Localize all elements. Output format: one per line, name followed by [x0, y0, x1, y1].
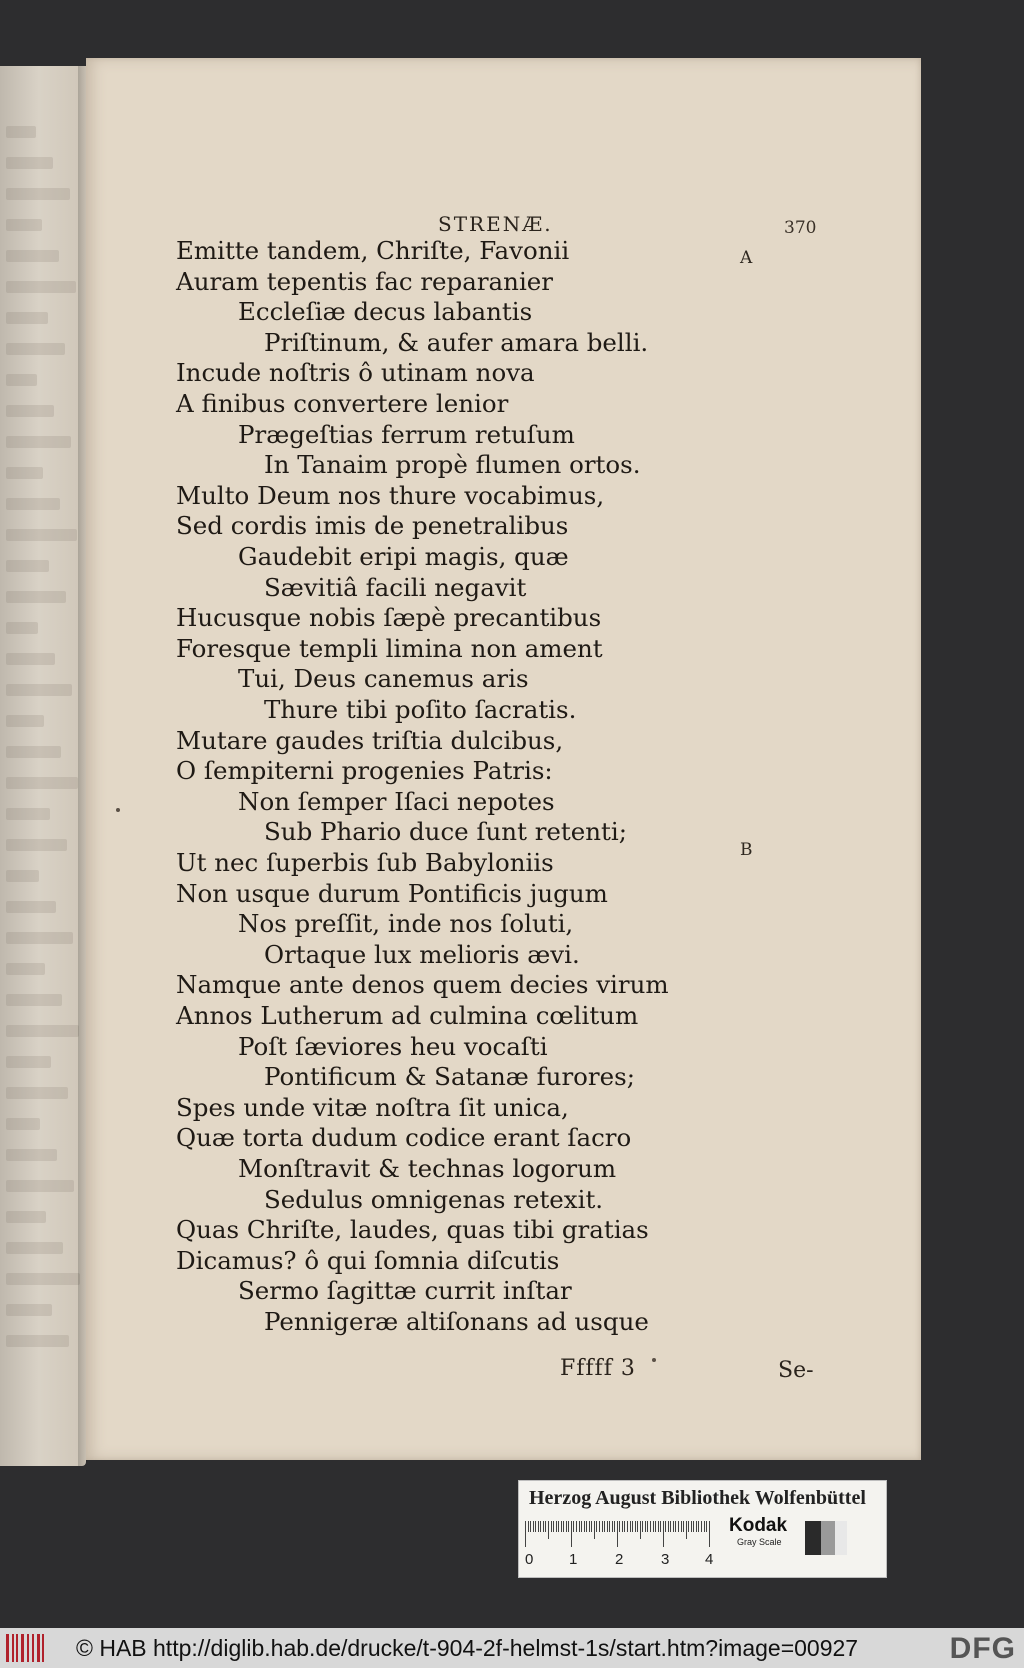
ruler-tick — [624, 1521, 625, 1532]
ruler-tick — [594, 1521, 595, 1539]
bleed-mark — [6, 1056, 51, 1068]
ruler-tick — [602, 1521, 603, 1532]
ruler-tick — [637, 1521, 638, 1532]
ruler-tick — [696, 1521, 697, 1532]
poem-line: Spes unde vitæ noſtra ſit unica, — [176, 1092, 569, 1122]
ruler-tick — [691, 1521, 692, 1532]
poem-line: Hucusque nobis ſæpè precantibus — [176, 603, 602, 633]
ruler-tick — [660, 1521, 661, 1532]
scale-number: 1 — [569, 1551, 578, 1568]
show-through-text — [0, 66, 86, 1466]
bleed-mark — [6, 126, 36, 138]
ruler-tick — [612, 1521, 613, 1532]
bleed-mark — [6, 777, 78, 789]
ruler-tick — [683, 1521, 684, 1532]
ruler-tick — [579, 1521, 580, 1532]
gray-patch-dark — [805, 1521, 821, 1555]
ruler-tick — [607, 1521, 608, 1532]
barcode-stripe — [12, 1634, 14, 1662]
poem-line: Annos Lutherum ad culmina cœlitum — [176, 1001, 639, 1030]
kodak-logo: Kodak — [729, 1515, 788, 1536]
poem-line: Namque ante denos quem decies virum — [176, 970, 669, 1000]
ruler-tick — [655, 1521, 656, 1532]
bleed-mark — [6, 1304, 52, 1316]
ruler-tick — [596, 1521, 597, 1532]
bleed-mark — [6, 932, 73, 944]
ruler-tick — [635, 1521, 636, 1532]
ruler-tick — [591, 1521, 592, 1532]
bleed-mark — [6, 498, 60, 510]
ruler-tick — [558, 1521, 559, 1532]
library-name: Herzog August Bibliothek Wolfenbüttel — [529, 1487, 866, 1509]
color-calibration-card — [518, 1480, 887, 1578]
ruler-tick — [545, 1521, 546, 1532]
bleed-mark — [6, 560, 49, 572]
ruler-tick — [704, 1521, 705, 1532]
ruler-tick — [632, 1521, 633, 1532]
ruler-tick — [645, 1521, 646, 1532]
gray-scale-label: Gray Scale — [737, 1537, 782, 1547]
bleed-mark — [6, 591, 66, 603]
barcode-icon — [6, 1634, 46, 1662]
poem-line: In Tanaim propè flumen ortos. — [264, 450, 641, 480]
poem-line: Priſtinum, & aufer amara belli. — [264, 327, 649, 357]
footer-bar — [0, 1628, 1024, 1668]
bleed-mark — [6, 281, 76, 293]
poem-line: Sævitiâ facili negavit — [264, 572, 527, 602]
ruler-tick — [642, 1521, 643, 1532]
poem-line: Monſtravit & technas logorum — [238, 1154, 617, 1183]
page-number: 370 — [784, 218, 817, 238]
bleed-mark — [6, 622, 38, 634]
poem-line: Non usque durum Pontificis jugum — [176, 878, 608, 908]
scale-number: 0 — [525, 1551, 534, 1568]
bleed-mark — [6, 839, 67, 851]
margin-marker-a: A — [740, 248, 753, 268]
poem-line: Poſt ſæviores heu vocaſti — [238, 1031, 548, 1061]
bleed-mark — [6, 250, 59, 262]
bleed-mark — [6, 1149, 57, 1161]
poem-line: Quas Chriſte, laudes, quas tibi gratias — [176, 1215, 649, 1245]
poem-line: Sed cordis imis de penetralibus — [176, 511, 569, 541]
poem-line: Prægeſtias ferrum retuſum — [238, 419, 575, 449]
poem-line: O ſempiterni progenies Patris: — [176, 756, 553, 786]
ruler-tick — [617, 1521, 618, 1547]
bleed-mark — [6, 746, 61, 758]
bleed-mark — [6, 1273, 80, 1285]
scale-number: 4 — [705, 1551, 714, 1568]
ruler-tick — [563, 1521, 564, 1532]
bleed-mark — [6, 901, 56, 913]
gray-patch-light — [835, 1521, 847, 1555]
book-page — [86, 58, 921, 1460]
ruler-tick — [630, 1521, 631, 1532]
ruler-tick — [693, 1521, 694, 1532]
poem-line: Tui, Deus canemus aris — [238, 664, 529, 694]
poem-line: A finibus convertere lenior — [176, 389, 509, 418]
scale-number: 3 — [661, 1551, 670, 1568]
ruler-tick — [604, 1521, 605, 1532]
ruler-tick — [701, 1521, 702, 1532]
bleed-mark — [6, 436, 71, 448]
ruler-tick — [698, 1521, 699, 1532]
facing-page-edge — [0, 66, 86, 1466]
gray-patch-mid — [821, 1521, 835, 1555]
ink-speck — [116, 808, 120, 812]
bleed-mark — [6, 467, 43, 479]
ruler-tick — [533, 1521, 534, 1532]
ruler-tick — [650, 1521, 651, 1532]
ink-speck — [652, 1358, 656, 1362]
ruler-tick — [573, 1521, 574, 1532]
barcode-stripe — [21, 1634, 24, 1662]
barcode-stripe — [37, 1634, 40, 1662]
poem-line: Foresque templi limina non ament — [176, 633, 603, 663]
bleed-mark — [6, 188, 70, 200]
bleed-mark — [6, 808, 50, 820]
ruler-tick — [658, 1521, 659, 1532]
bleed-mark — [6, 715, 44, 727]
ruler-tick — [678, 1521, 679, 1532]
ruler-tick — [599, 1521, 600, 1532]
signature-mark: Fffff 3 — [560, 1356, 636, 1381]
ruler-tick — [609, 1521, 610, 1532]
poem-line: Auram tepentis fac reparanier — [176, 266, 553, 296]
poem-line: Sub Phario duce ſunt retenti; — [264, 817, 627, 847]
barcode-stripe — [6, 1634, 9, 1662]
ruler-tick — [535, 1521, 536, 1532]
ruler-tick — [584, 1521, 585, 1532]
dfg-logo: DFG — [949, 1632, 1016, 1665]
poem-line: Gaudebit eripi magis, quæ — [238, 542, 569, 571]
ruler-tick — [706, 1521, 707, 1532]
poem-line: Nos preſſit, inde nos ſoluti, — [238, 909, 574, 939]
bleed-mark — [6, 1242, 63, 1254]
bleed-mark — [6, 312, 48, 324]
ruler-tick — [553, 1521, 554, 1532]
barcode-stripe — [42, 1634, 44, 1662]
bleed-mark — [6, 684, 72, 696]
ruler-tick — [647, 1521, 648, 1532]
ruler-tick — [686, 1521, 687, 1539]
ruler-tick — [568, 1521, 569, 1532]
ruler-tick — [586, 1521, 587, 1532]
ruler-tick — [576, 1521, 577, 1532]
poem-line: Ortaque lux melioris ævi. — [264, 939, 580, 969]
catchword: Se- — [778, 1358, 814, 1383]
ruler-tick — [627, 1521, 628, 1532]
poem-line: Quæ torta dudum codice erant ſacro — [176, 1123, 632, 1153]
bleed-mark — [6, 1211, 46, 1223]
ruler-tick — [589, 1521, 590, 1532]
poem-line: Emitte tandem, Chriſte, Favonii — [176, 236, 570, 265]
ruler-tick — [681, 1521, 682, 1532]
bleed-mark — [6, 343, 65, 355]
poem-line: Ut nec ſuperbis ſub Babyloniis — [176, 848, 554, 877]
ruler-tick — [561, 1521, 562, 1532]
ruler-tick — [709, 1521, 710, 1547]
ruler-tick — [548, 1521, 549, 1539]
ruler-tick — [543, 1521, 544, 1532]
bleed-mark — [6, 405, 54, 417]
poem-line: Incude noſtris ô utinam nova — [176, 358, 535, 388]
bleed-mark — [6, 963, 45, 975]
ruler-tick — [663, 1521, 664, 1547]
bleed-mark — [6, 1335, 69, 1347]
ruler-tick — [668, 1521, 669, 1532]
ruler-tick — [619, 1521, 620, 1532]
ruler-tick — [653, 1521, 654, 1532]
poem-line: Non ſemper Iſaci nepotes — [238, 786, 555, 816]
poem-line: Sermo ſagittæ currit inſtar — [238, 1276, 572, 1306]
barcode-stripe — [32, 1634, 34, 1662]
ruler-tick — [614, 1521, 615, 1532]
ruler-tick — [665, 1521, 666, 1532]
bleed-mark — [6, 219, 42, 231]
bleed-mark — [6, 374, 37, 386]
ruler-tick — [525, 1521, 526, 1547]
bleed-mark — [6, 1025, 79, 1037]
poem-line: Sedulus omnigenas retexit. — [264, 1184, 604, 1214]
running-head: STRENÆ. — [438, 212, 553, 236]
bleed-mark — [6, 1180, 74, 1192]
ruler-tick — [581, 1521, 582, 1532]
bleed-mark — [6, 157, 53, 169]
poem-line: Dicamus? ô qui ſomnia diſcutis — [176, 1245, 560, 1275]
ruler-tick — [673, 1521, 674, 1532]
poem-line: Pontificum & Satanæ furores; — [264, 1062, 635, 1092]
ruler-tick — [530, 1521, 531, 1532]
ruler-tick — [571, 1521, 572, 1547]
margin-marker-b: B — [740, 840, 753, 860]
bleed-mark — [6, 529, 77, 541]
ruler-scale — [525, 1521, 715, 1549]
ruler-tick — [528, 1521, 529, 1532]
bleed-mark — [6, 994, 62, 1006]
ruler-tick — [566, 1521, 567, 1532]
poem-line: Eccleſiæ decus labantis — [238, 297, 533, 327]
ruler-tick — [675, 1521, 676, 1532]
poem-line: Pennigeræ altiſonans ad usque — [264, 1307, 649, 1336]
ruler-tick — [622, 1521, 623, 1532]
barcode-stripe — [27, 1634, 29, 1662]
poem-line: Multo Deum nos thure vocabimus, — [176, 480, 605, 510]
ruler-tick — [538, 1521, 539, 1532]
ruler-tick — [556, 1521, 557, 1532]
bleed-mark — [6, 1087, 68, 1099]
ruler-tick — [551, 1521, 552, 1532]
barcode-stripe — [16, 1634, 18, 1662]
bleed-mark — [6, 1118, 40, 1130]
bleed-mark — [6, 870, 39, 882]
poem-line: Mutare gaudes triſtia dulcibus, — [176, 725, 564, 755]
poem-line: Thure tibi poſito ſacratis. — [264, 695, 577, 724]
scale-number: 2 — [615, 1551, 624, 1568]
ruler-tick — [670, 1521, 671, 1532]
ruler-tick — [688, 1521, 689, 1532]
bleed-mark — [6, 653, 55, 665]
ruler-tick — [640, 1521, 641, 1539]
ruler-tick — [540, 1521, 541, 1532]
source-url[interactable]: © HAB http://diglib.hab.de/drucke/t-904-2f-helmst-1s/start.htm?image=00927 — [76, 1635, 859, 1661]
